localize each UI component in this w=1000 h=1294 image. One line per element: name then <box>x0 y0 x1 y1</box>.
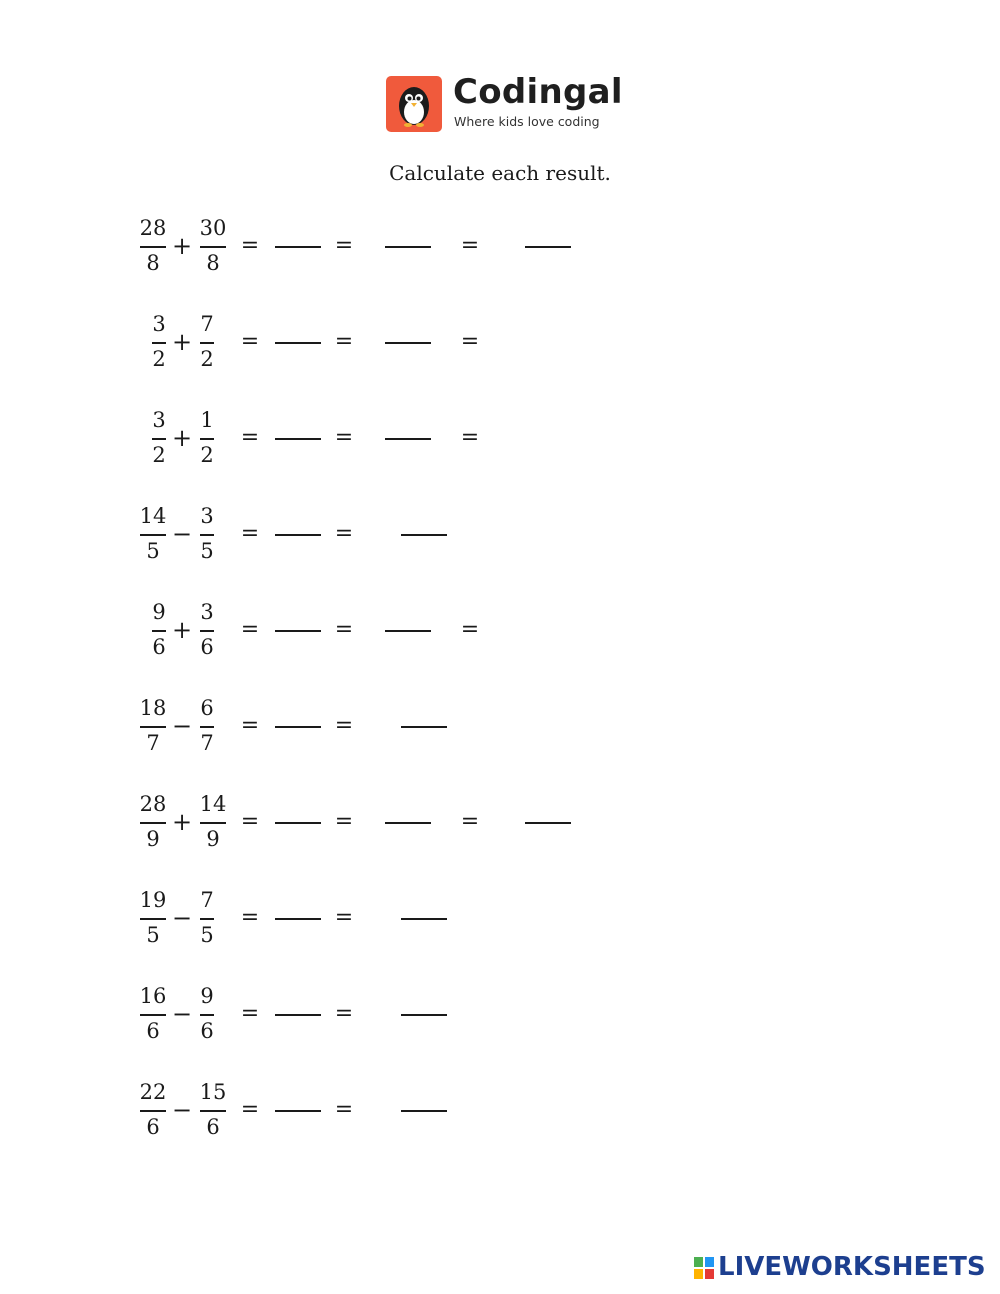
answer-blank[interactable] <box>525 822 571 824</box>
liveworksheets-wordmark: LIVEWORKSHEETS <box>718 1252 986 1282</box>
equals-sign: = <box>240 329 260 354</box>
denominator: 5 <box>200 923 214 947</box>
fraction-bar <box>140 822 166 824</box>
answer-blank[interactable] <box>385 630 431 632</box>
equals-sign: = <box>334 617 354 642</box>
answer-blank[interactable] <box>275 438 321 440</box>
equals-sign: = <box>334 329 354 354</box>
equals-sign: = <box>460 617 480 642</box>
problem-row <box>0 312 700 413</box>
problem-row <box>0 792 700 893</box>
fraction-bar <box>152 342 166 344</box>
numerator: 3 <box>200 504 214 528</box>
numerator: 22 <box>139 1080 167 1104</box>
fraction-bar <box>140 1110 166 1112</box>
equals-sign: = <box>240 1097 260 1122</box>
problem-row <box>0 216 700 317</box>
denominator: 8 <box>146 251 160 275</box>
operator: − <box>171 904 193 932</box>
numerator: 6 <box>200 696 214 720</box>
fraction-bar <box>140 726 166 728</box>
answer-blank[interactable] <box>385 822 431 824</box>
brand-tagline: Where kids love coding <box>454 114 600 129</box>
denominator: 2 <box>152 443 166 467</box>
fraction-bar <box>200 246 226 248</box>
denominator: 2 <box>152 347 166 371</box>
answer-blank[interactable] <box>275 822 321 824</box>
operator: + <box>171 808 193 836</box>
answer-blank[interactable] <box>275 534 321 536</box>
denominator: 5 <box>200 539 214 563</box>
denominator: 6 <box>152 635 166 659</box>
answer-blank[interactable] <box>275 246 321 248</box>
answer-blank[interactable] <box>275 342 321 344</box>
problem-row <box>0 408 700 509</box>
numerator: 3 <box>152 312 166 336</box>
equals-sign: = <box>334 521 354 546</box>
numerator: 9 <box>200 984 214 1008</box>
operator: + <box>171 328 193 356</box>
equals-sign: = <box>334 713 354 738</box>
equals-sign: = <box>240 905 260 930</box>
answer-blank[interactable] <box>401 1014 447 1016</box>
numerator: 18 <box>139 696 167 720</box>
numerator: 1 <box>200 408 214 432</box>
numerator: 28 <box>139 792 167 816</box>
answer-blank[interactable] <box>401 534 447 536</box>
denominator: 8 <box>206 251 220 275</box>
operator: − <box>171 712 193 740</box>
answer-blank[interactable] <box>275 1014 321 1016</box>
problem-row <box>0 1080 700 1181</box>
operator: + <box>171 424 193 452</box>
denominator: 9 <box>206 827 220 851</box>
operator: + <box>171 232 193 260</box>
fraction-bar <box>200 438 214 440</box>
equals-sign: = <box>240 617 260 642</box>
equals-sign: = <box>334 233 354 258</box>
answer-blank[interactable] <box>385 342 431 344</box>
problem-row <box>0 888 700 989</box>
equals-sign: = <box>460 425 480 450</box>
fraction-bar <box>140 918 166 920</box>
fraction-bar <box>200 822 226 824</box>
equals-sign: = <box>334 1001 354 1026</box>
answer-blank[interactable] <box>275 726 321 728</box>
operator: − <box>171 1096 193 1124</box>
instruction-text: Calculate each result. <box>389 161 611 185</box>
equals-sign: = <box>240 233 260 258</box>
operator: − <box>171 520 193 548</box>
fraction-bar <box>200 534 214 536</box>
denominator: 6 <box>206 1115 220 1139</box>
equals-sign: = <box>334 425 354 450</box>
equals-sign: = <box>334 809 354 834</box>
equals-sign: = <box>240 809 260 834</box>
denominator: 7 <box>146 731 160 755</box>
fraction-bar <box>200 1014 214 1016</box>
numerator: 19 <box>139 888 167 912</box>
operator: − <box>171 1000 193 1028</box>
fraction-bar <box>200 726 214 728</box>
denominator: 5 <box>146 539 160 563</box>
fraction-bar <box>140 534 166 536</box>
denominator: 6 <box>200 1019 214 1043</box>
answer-blank[interactable] <box>401 1110 447 1112</box>
fraction-bar <box>200 630 214 632</box>
problem-row <box>0 696 700 797</box>
penguin-icon <box>386 76 442 132</box>
fraction-bar <box>152 630 166 632</box>
numerator: 28 <box>139 216 167 240</box>
equals-sign: = <box>334 905 354 930</box>
answer-blank[interactable] <box>401 918 447 920</box>
numerator: 16 <box>139 984 167 1008</box>
answer-blank[interactable] <box>385 246 431 248</box>
denominator: 6 <box>200 635 214 659</box>
equals-sign: = <box>240 521 260 546</box>
equals-sign: = <box>334 1097 354 1122</box>
numerator: 14 <box>199 792 227 816</box>
equals-sign: = <box>240 1001 260 1026</box>
equals-sign: = <box>460 233 480 258</box>
fraction-bar <box>152 438 166 440</box>
fraction-bar <box>200 342 214 344</box>
denominator: 2 <box>200 443 214 467</box>
denominator: 6 <box>146 1115 160 1139</box>
brand-name: Codingal <box>453 72 623 112</box>
denominator: 7 <box>200 731 214 755</box>
fraction-bar <box>200 1110 226 1112</box>
equals-sign: = <box>240 425 260 450</box>
equals-sign: = <box>240 713 260 738</box>
numerator: 30 <box>199 216 227 240</box>
problem-row <box>0 600 700 701</box>
answer-blank[interactable] <box>385 438 431 440</box>
operator: + <box>171 616 193 644</box>
answer-blank[interactable] <box>275 630 321 632</box>
problem-row <box>0 504 700 605</box>
fraction-bar <box>140 246 166 248</box>
fraction-bar <box>140 1014 166 1016</box>
answer-blank[interactable] <box>401 726 447 728</box>
liveworksheets-mark-icon <box>694 1257 714 1279</box>
numerator: 3 <box>152 408 166 432</box>
problem-row <box>0 984 700 1085</box>
denominator: 2 <box>200 347 214 371</box>
denominator: 6 <box>146 1019 160 1043</box>
denominator: 5 <box>146 923 160 947</box>
numerator: 14 <box>139 504 167 528</box>
answer-blank[interactable] <box>275 918 321 920</box>
numerator: 3 <box>200 600 214 624</box>
numerator: 15 <box>199 1080 227 1104</box>
numerator: 7 <box>200 888 214 912</box>
numerator: 7 <box>200 312 214 336</box>
denominator: 9 <box>146 827 160 851</box>
equals-sign: = <box>460 329 480 354</box>
answer-blank[interactable] <box>275 1110 321 1112</box>
numerator: 9 <box>152 600 166 624</box>
equals-sign: = <box>460 809 480 834</box>
answer-blank[interactable] <box>525 246 571 248</box>
fraction-bar <box>200 918 214 920</box>
